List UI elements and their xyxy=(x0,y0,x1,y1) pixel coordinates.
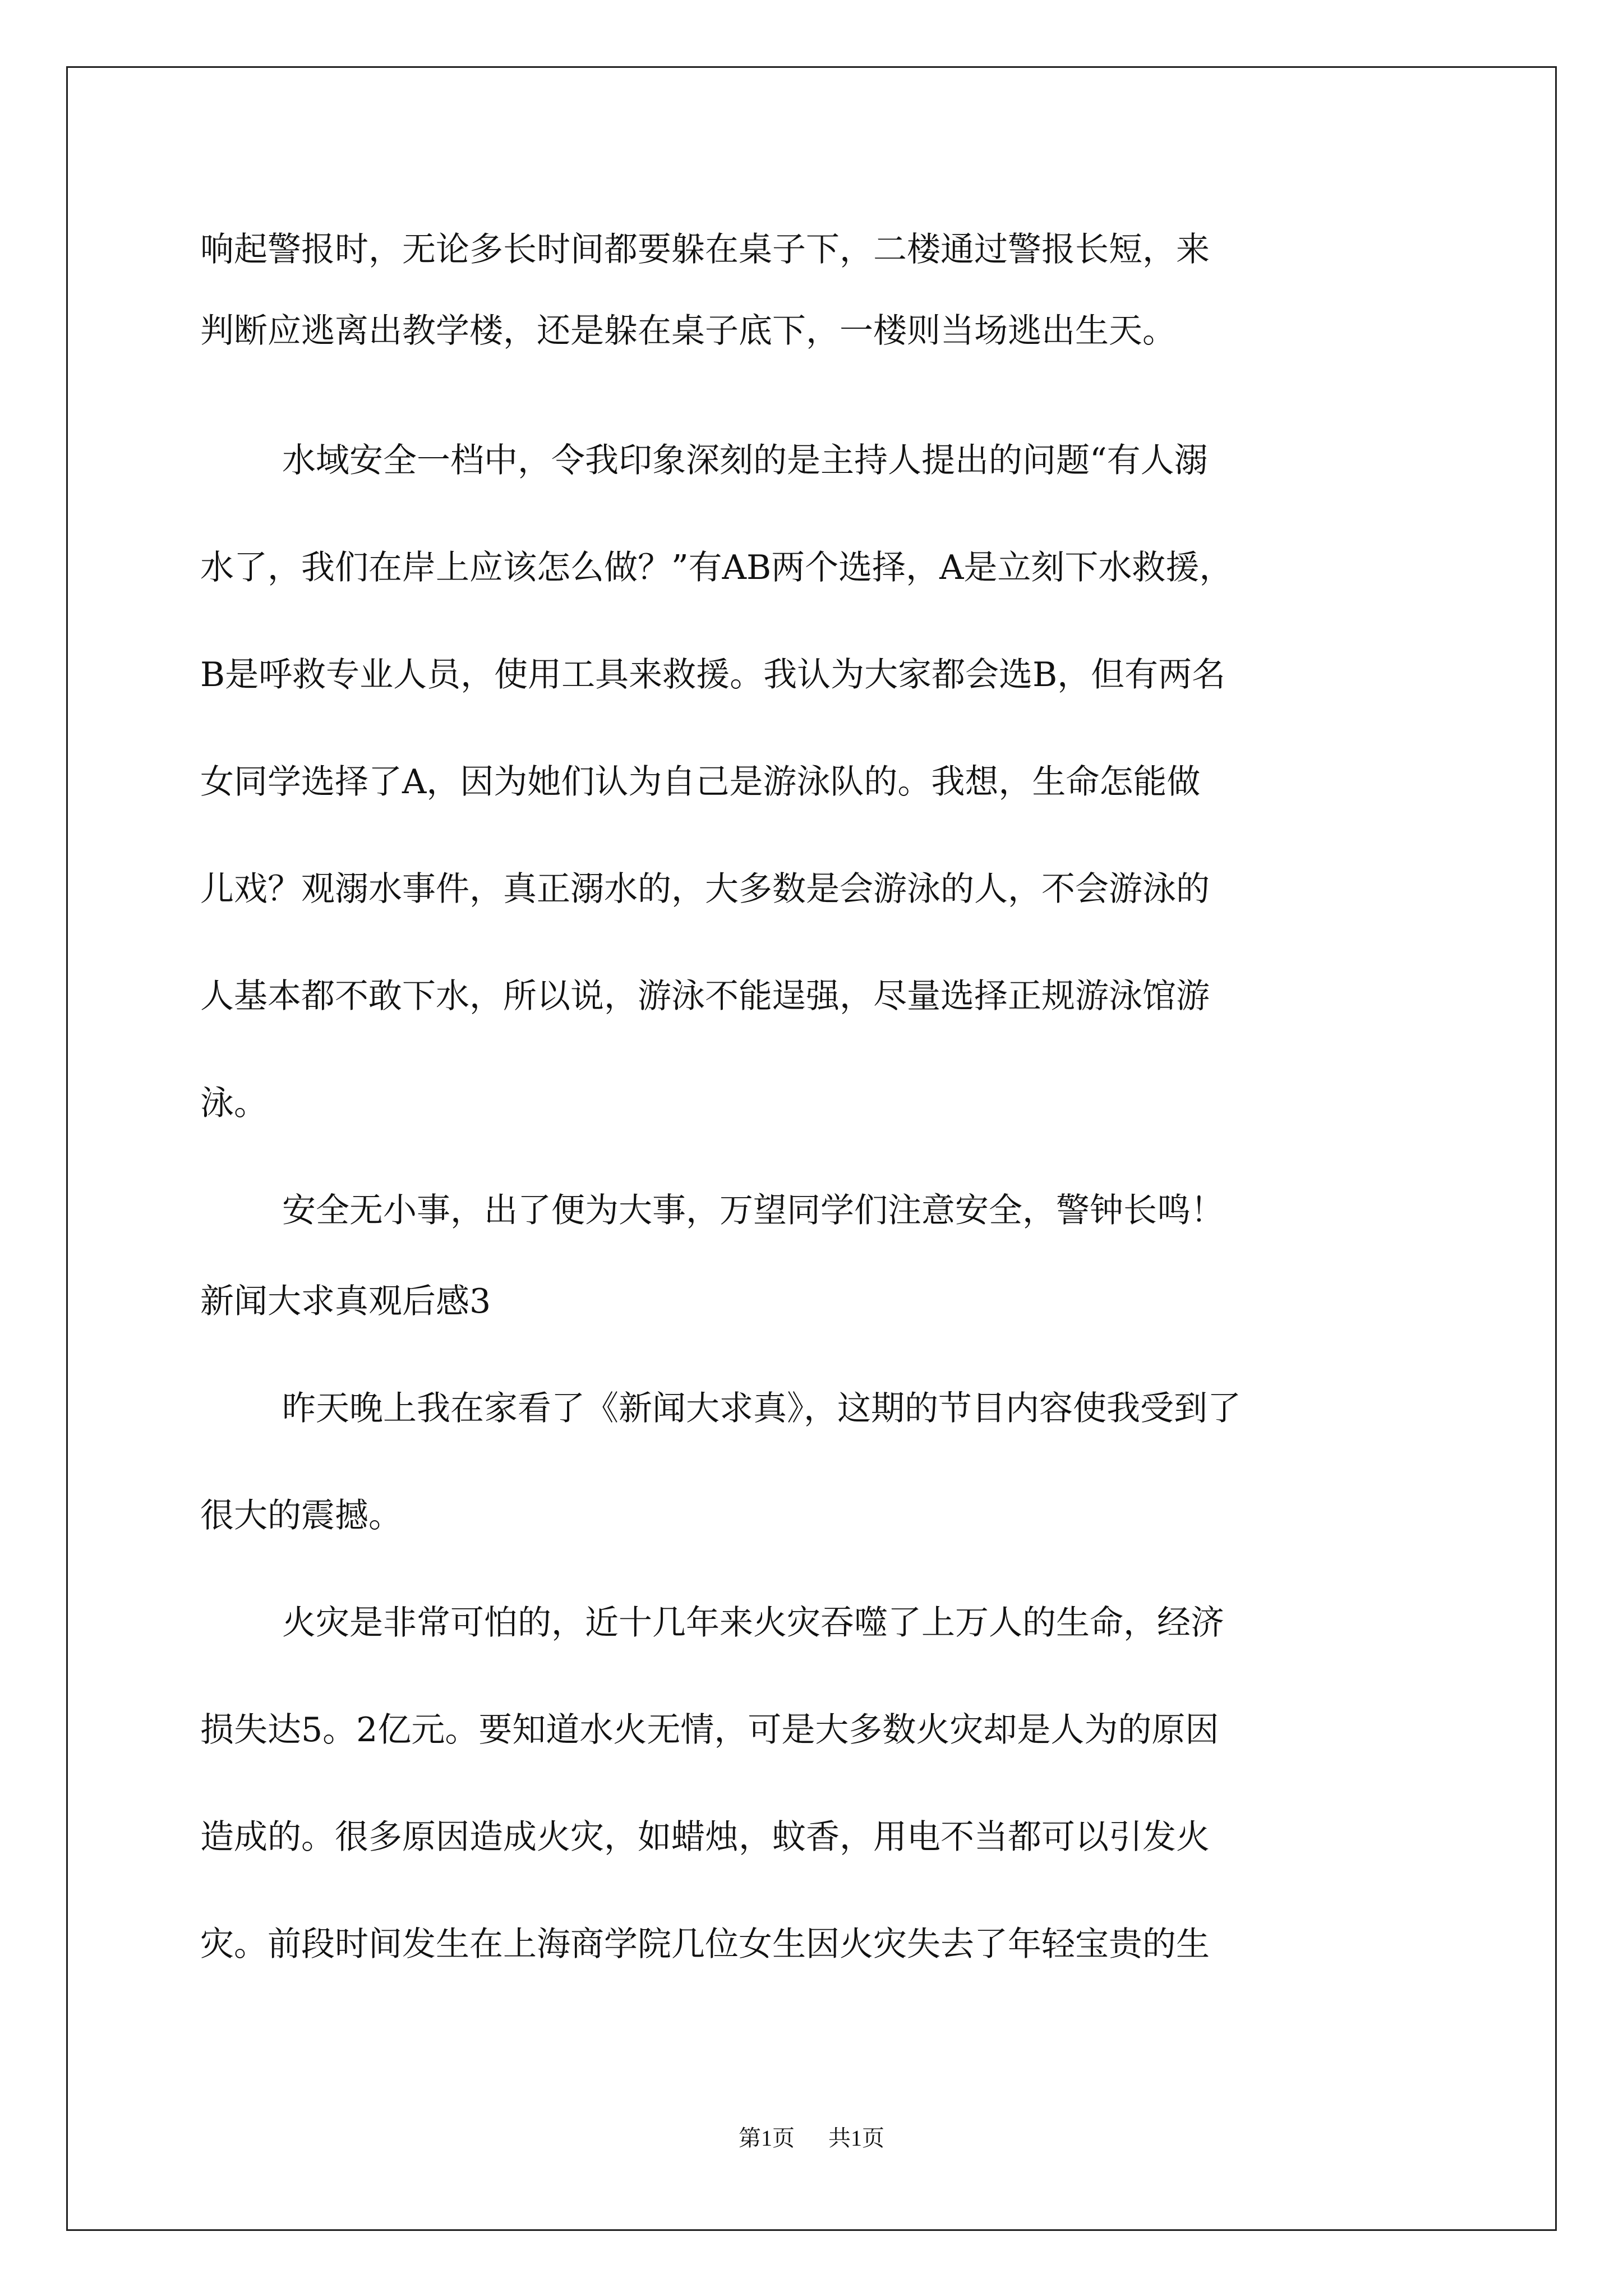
text-line: 灾。前段时间发生在上海商学院几位女生因火灾失去了年轻宝贵的生 xyxy=(200,1925,1210,1964)
text-line: 人基本都不敢下水，所以说，游泳不能逞强，尽量选择正规游泳馆游 xyxy=(200,977,1210,1016)
text-line: 响起警报时，无论多长时间都要躲在桌子下，二楼通过警报长短，来 xyxy=(200,230,1210,269)
section-heading: 新闻大求真观后感3 xyxy=(200,1282,491,1321)
text-line: 泳。 xyxy=(200,1084,268,1123)
text-line: 损失达5。2亿元。要知道水火无情，可是大多数火灾却是人为的原因 xyxy=(200,1710,1219,1750)
text-line: 昨天晚上我在家看了《新闻大求真》，这期的节目内容使我受到了 xyxy=(282,1389,1241,1428)
text-line: B是呼救专业人员，使用工具来救援。我认为大家都会选B，但有两名 xyxy=(200,655,1226,694)
text-line: 很大的震撼。 xyxy=(200,1496,402,1535)
page-footer xyxy=(0,2120,1623,2152)
text-line: 水了，我们在岸上应该怎么做？”有AB两个选择，A是立刻下水救援， xyxy=(200,548,1233,587)
text-line: 水域安全一档中，令我印象深刻的是主持人提出的问题“有人溺 xyxy=(282,441,1208,480)
text-line: 安全无小事，出了便为大事，万望同学们注意安全，警钟长鸣！ xyxy=(282,1191,1224,1230)
text-line: 儿戏？观溺水事件，真正溺水的，大多数是会游泳的人，不会游泳的 xyxy=(200,869,1210,909)
page-number: 第1页 xyxy=(739,2125,795,2151)
page-border xyxy=(66,66,1557,2231)
text-line: 火灾是非常可怕的，近十几年来火灾吞噬了上万人的生命，经济 xyxy=(282,1603,1224,1642)
text-line: 女同学选择了A，因为她们认为自己是游泳队的。我想，生命怎能做 xyxy=(200,762,1201,802)
text-line: 造成的。很多原因造成火灾，如蜡烛，蚊香，用电不当都可以引发火 xyxy=(200,1818,1210,1857)
total-pages: 共1页 xyxy=(828,2125,884,2151)
text-line: 判断应逃离出教学楼，还是躲在桌子底下，一楼则当场逃出生天。 xyxy=(200,311,1176,351)
